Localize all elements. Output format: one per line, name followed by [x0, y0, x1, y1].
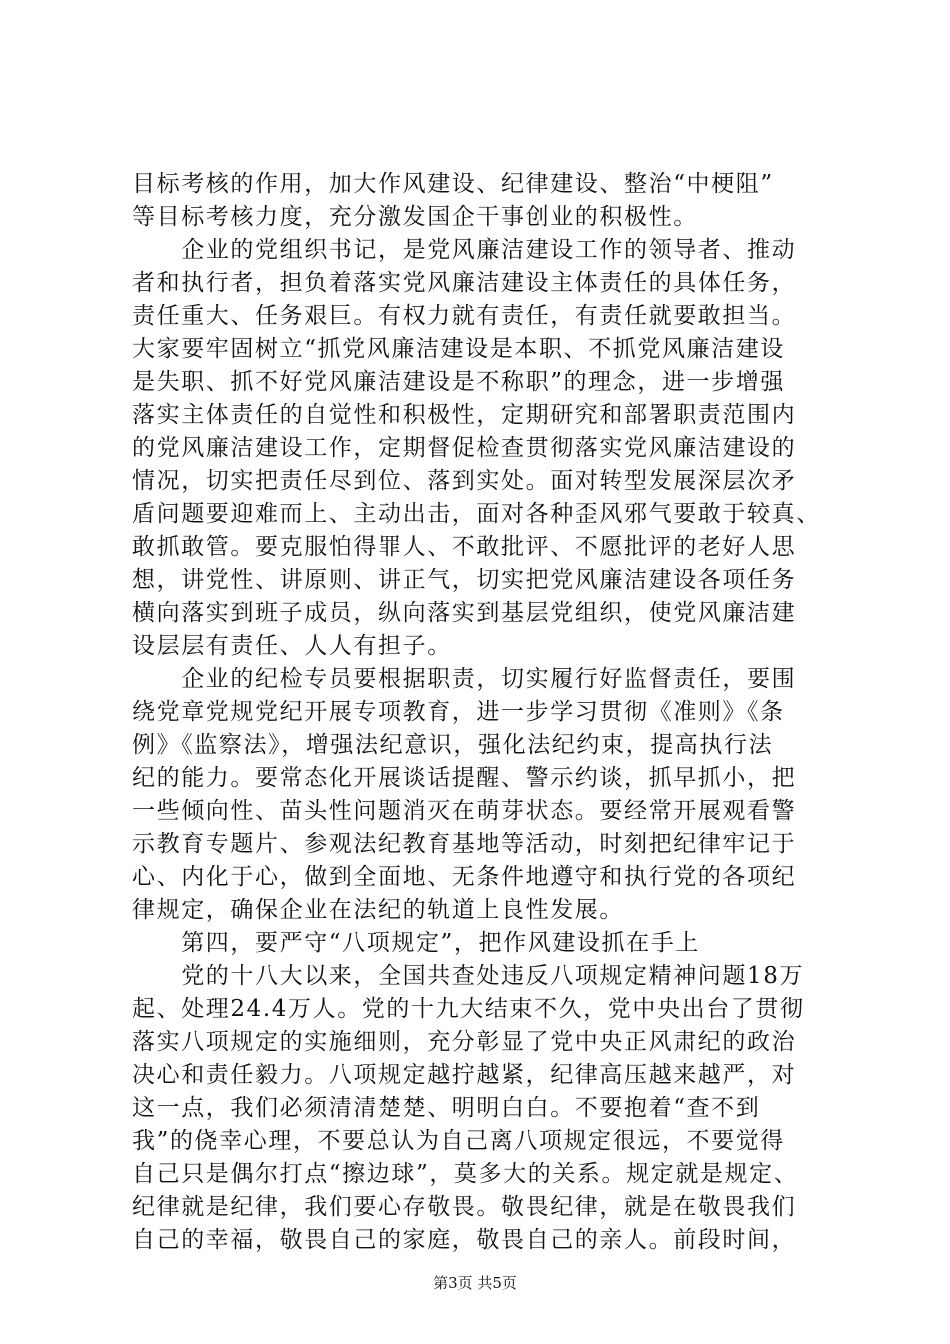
text-line: 这一点，我们必须清清楚楚、明明白白。不要抱着“查不到 — [132, 1095, 761, 1121]
text-line: 横向落实到班子成员，纵向落实到基层党组织，使党风廉洁建 — [132, 600, 797, 626]
text-line: 情况，切实把责任尽到位、落到实处。面对转型发展深层次矛 — [132, 468, 797, 494]
text-line: 我”的侥幸心理，不要总认为自己离八项规定很远，不要觉得 — [132, 1128, 785, 1154]
text-line: 自己只是偶尔打点“擦边球”，莫多大的关系。规定就是规定、 — [132, 1161, 799, 1187]
text-line: 责任重大、任务艰巨。有权力就有责任，有责任就要敢担当。 — [132, 303, 797, 329]
text-line: 党的十八大以来，全国共查处违反八项规定精神问题18万 — [132, 963, 805, 989]
text-line: 企业的党组织书记，是党风廉洁建设工作的领导者、推动 — [132, 237, 797, 263]
text-line: 自己的幸福，敬畏自己的家庭，敬畏自己的亲人。前段时间， — [132, 1227, 797, 1253]
text-line: 想，讲党性、讲原则、讲正气，切实把党风廉洁建设各项任务 — [132, 567, 797, 593]
text-line: 心、内化于心，做到全面地、无条件地遵守和执行党的各项纪 — [132, 864, 797, 890]
text-line: 等目标考核力度，充分激发国企干事创业的积极性。 — [132, 204, 698, 230]
text-line: 纪律就是纪律，我们要心存敬畏。敬畏纪律，就是在敬畏我们 — [132, 1194, 797, 1220]
section-heading: 第四，要严守“八项规定”，把作风建设抓在手上 — [132, 930, 700, 956]
text-line: 例》《监察法》，增强法纪意识，强化法纪约束，提高执行法 — [132, 732, 774, 758]
text-line: 是失职、抓不好党风廉洁建设是不称职”的理念，进一步增强 — [132, 369, 785, 395]
document-body — [132, 168, 832, 1257]
text-line: 落实主体责任的自觉性和积极性，定期研究和部署职责范围内 — [132, 402, 797, 428]
text-line: 的党风廉洁建设工作，定期督促检查贯彻落实党风廉洁建设的 — [132, 435, 797, 461]
text-line: 企业的纪检专员要根据职责，切实履行好监督责任，要围 — [132, 666, 797, 692]
text-line: 敢抓敢管。要克服怕得罪人、不敢批评、不愿批评的老好人思 — [132, 534, 797, 560]
page-number-footer: 第3页 共5页 — [433, 1274, 517, 1292]
text-line: 目标考核的作用，加大作风建设、纪律建设、整治“中梗阻” — [132, 171, 774, 197]
text-line: 一些倾向性、苗头性问题消灭在萌芽状态。要经常开展观看警 — [132, 798, 797, 824]
text-line: 起、处理24.4万人。党的十九大结束不久，党中央出台了贯彻 — [132, 996, 805, 1022]
text-line: 决心和责任毅力。八项规定越拧越紧，纪律高压越来越严，对 — [132, 1062, 797, 1088]
text-line: 律规定，确保企业在法纪的轨道上良性发展。 — [132, 897, 624, 923]
text-line: 者和执行者，担负着落实党风廉洁建设主体责任的具体任务， — [132, 270, 797, 296]
text-line: 大家要牢固树立“抓党风廉洁建设是本职、不抓党风廉洁建设 — [132, 336, 785, 362]
text-line: 绕党章党规党纪开展专项教育，进一步学习贯彻《准则》《条 — [132, 699, 785, 725]
text-line: 设层层有责任、人人有担子。 — [132, 633, 452, 659]
text-line: 落实八项规定的实施细则，充分彰显了党中央正风肃纪的政治 — [132, 1029, 797, 1055]
text-line: 示教育专题片、参观法纪教育基地等活动，时刻把纪律牢记于 — [132, 831, 797, 857]
text-line: 盾问题要迎难而上、主动出击，面对各种歪风邪气要敢于较真、 — [132, 501, 821, 527]
text-line: 纪的能力。要常态化开展谈话提醒、警示约谈，抓早抓小，把 — [132, 765, 797, 791]
